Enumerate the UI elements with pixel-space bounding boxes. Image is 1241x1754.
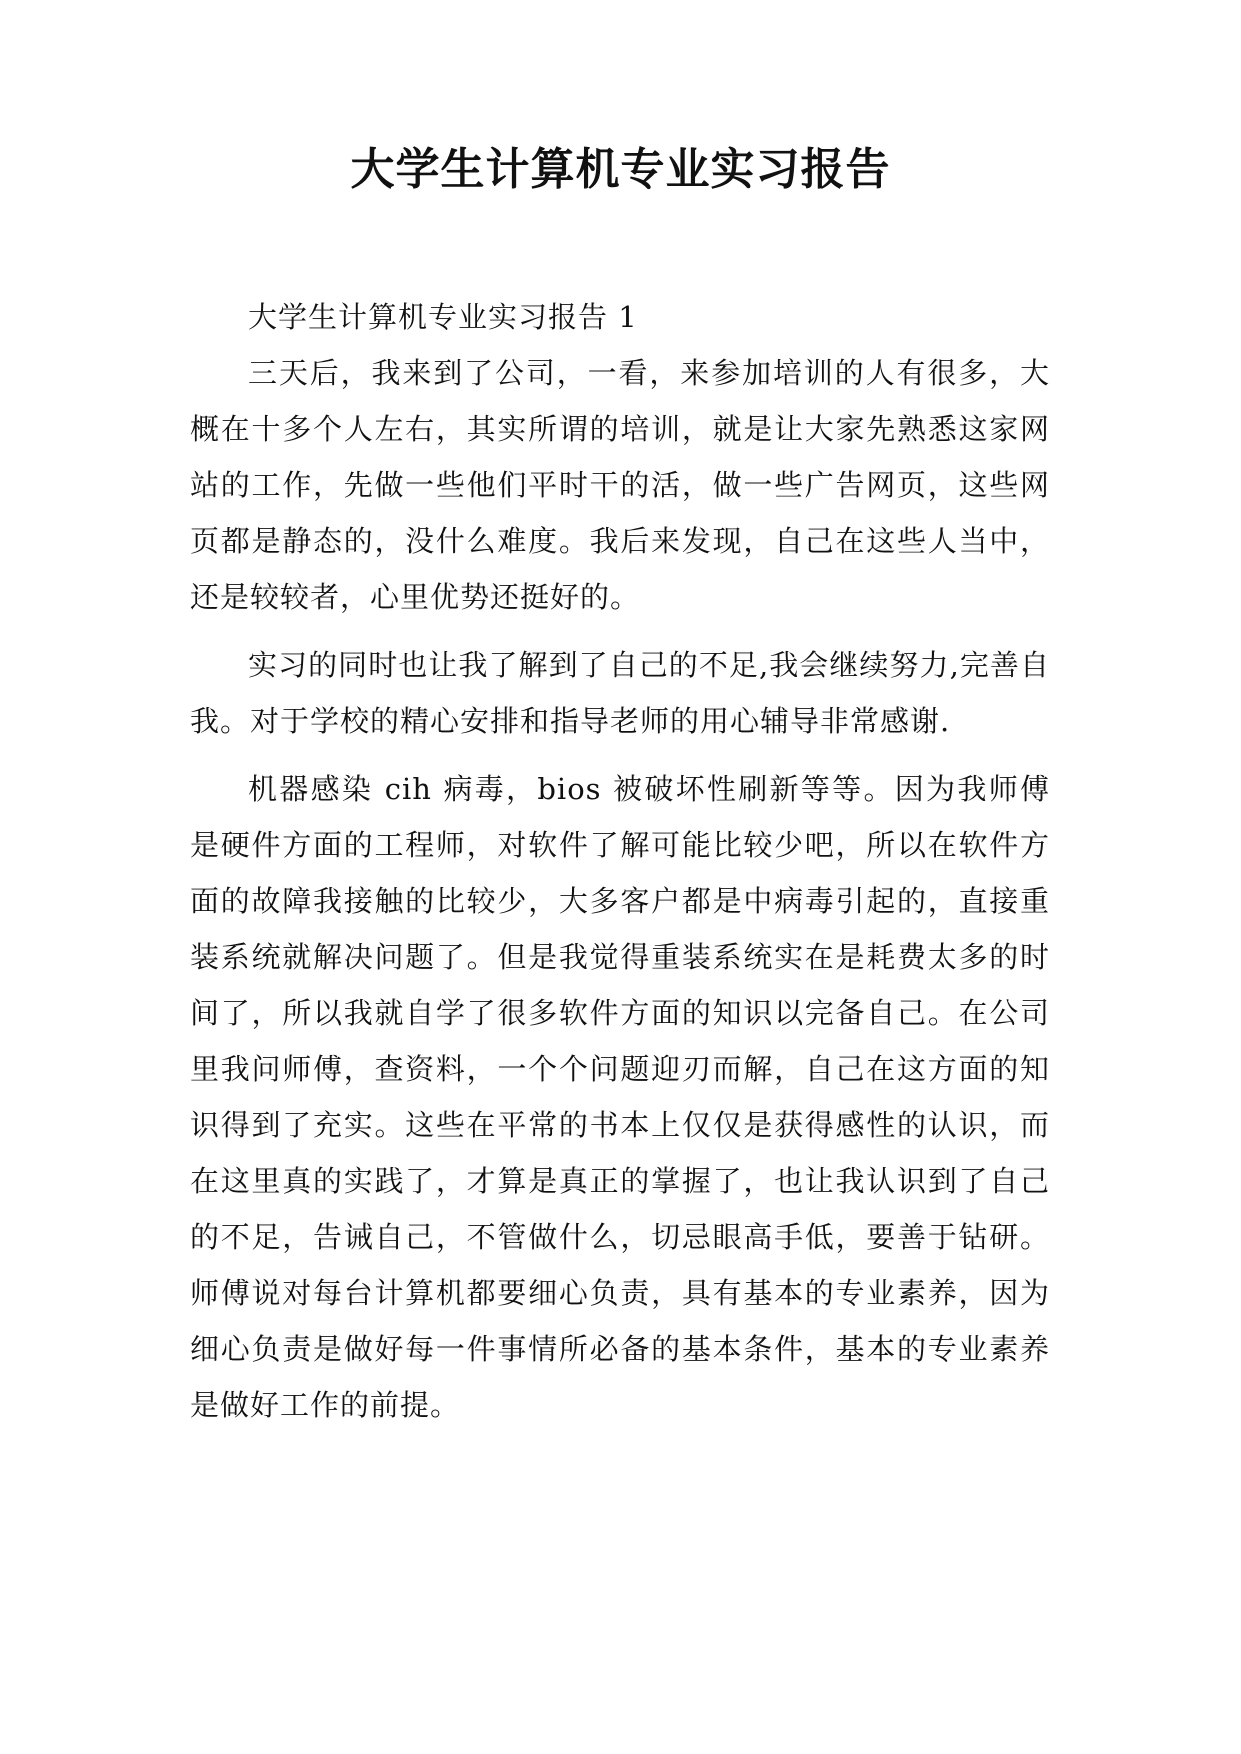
- page-title: 大学生计算机专业实习报告: [350, 144, 891, 195]
- section-heading: 大学生计算机专业实习报告 1: [248, 300, 638, 334]
- paragraph: 机器感染 cih 病毒，bios 被破坏性刷新等等。因为我师傅是硬件方面的工程师，对软件了解可能比较少吧，所以在软件方面的故障我接触的比较少，大多客户都是中病毒引起的，直接重装系统就解决问题了。但是我觉得重装系统实在是耗费太多的时间了，所以我就自学了很多软件方面的知识以完备自己。在公司里我问师傅，查资料，一个个问题迎刃而解，自己在这方面的知识得到了充实。这些在平常的书本上仅仅是获得感性的认识，而在这里真的实践了，才算是真正的掌握了，也让我认识到了自己的不足，告诫自己，不管做什么，切忌眼高手低，要善于钻研。师傅说对每台计算机都要细心负责，具有基本的专业素养，因为细心负责是做好每一件事情所必备的基本条件，基本的专业素养是做好工作的前提。: [190, 772, 1050, 1422]
- paragraph: 三天后，我来到了公司，一看，来参加培训的人有很多，大概在十多个人左右，其实所谓的培训，就是让大家先熟悉这家网站的工作，先做一些他们平时干的活，做一些广告网页，这些网页都是静态的，没什么难度。我后来发现，自己在这些人当中，还是较较者，心里优势还挺好的。: [190, 356, 1050, 614]
- paragraph: 实习的同时也让我了解到了自己的不足,我会继续努力,完善自我。对于学校的精心安排和指导老师的用心辅导非常感谢.: [190, 648, 1050, 738]
- document-body: [190, 289, 1050, 1433]
